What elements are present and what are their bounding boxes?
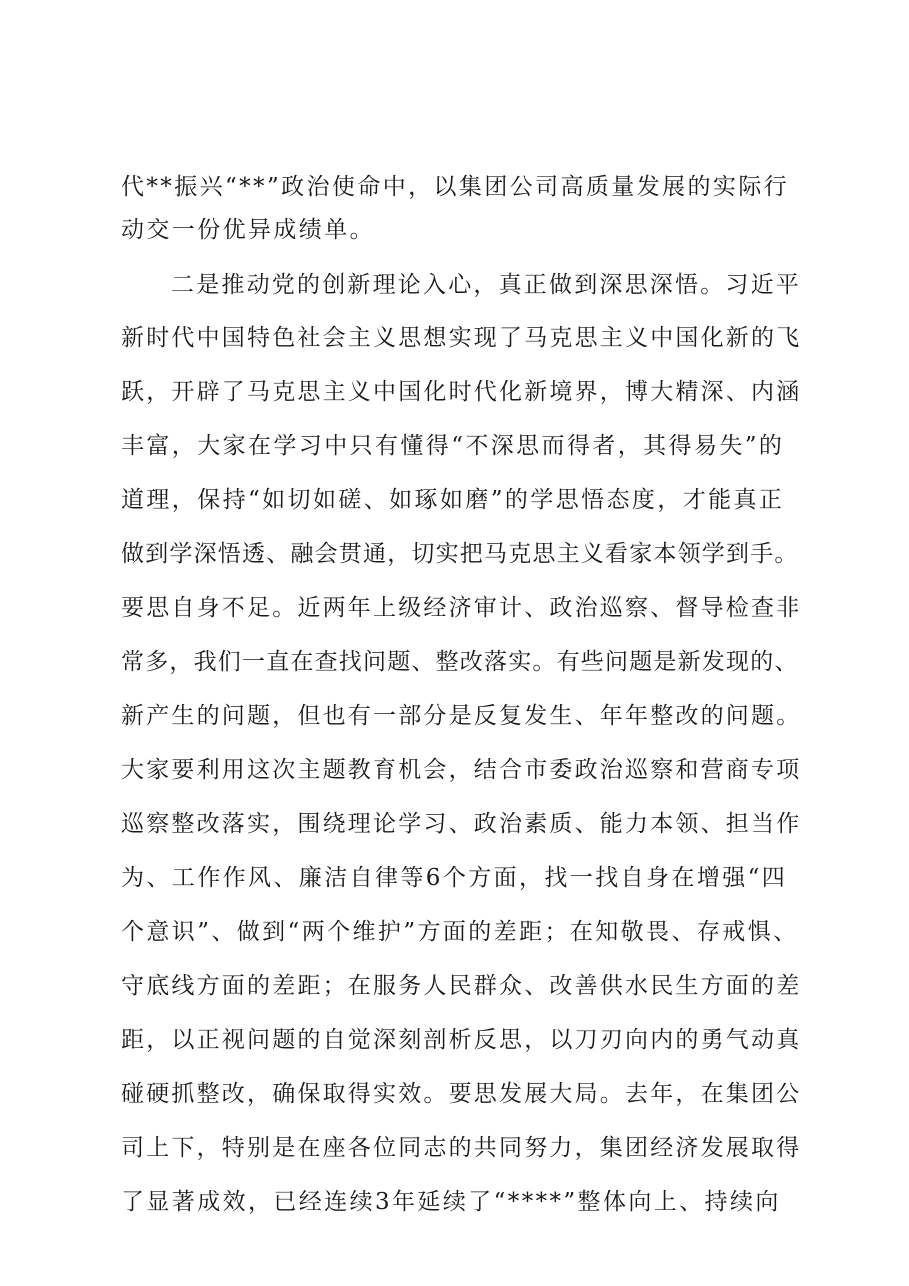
text-line: 守底线方面的差距；在服务人民群众、改善供水民生方面的差 (121, 973, 802, 999)
text-line: 跃，开辟了马克思主义中国化时代化新境界，博大精深、内涵 (121, 379, 802, 405)
text-line: 新时代中国特色社会主义思想实现了马克思主义中国化新的飞 (121, 325, 802, 351)
text-line: 距，以正视问题的自觉深刻剖析反思，以刀刃向内的勇气动真 (121, 1027, 802, 1053)
text-line: 道理，保持“如切如磋、如琢如磨”的学思悟态度，才能真正 (121, 487, 785, 513)
text-line: 新产生的问题，但也有一部分是反复发生、年年整改的问题。 (121, 703, 802, 729)
text-line: 个意识”、做到“两个维护”方面的差距；在知敬畏、存戒惧、 (121, 919, 799, 945)
text-line: 常多，我们一直在查找问题、整改落实。有些问题是新发现的、 (121, 649, 799, 675)
text-line: 代**振兴“**”政治使命中，以集团公司高质量发展的实际行 (121, 174, 790, 200)
text-line: 动交一份优异成绩单。 (121, 217, 375, 243)
text-line: 司上下，特别是在座各位同志的共同努力，集团经济发展取得 (121, 1135, 802, 1161)
text-line: 要思自身不足。近两年上级经济审计、政治巡察、督导检查非 (121, 595, 802, 621)
text-line: 丰富，大家在学习中只有懂得“不深思而得者，其得易失”的 (121, 433, 785, 459)
text-line: 了显著成效，已经连续3年延续了“****”整体向上、持续向 (121, 1189, 781, 1215)
text-line: 碰硬抓整改，确保取得实效。要思发展大局。去年，在集团公 (121, 1081, 802, 1107)
text-line: 大家要利用这次主题教育机会，结合市委政治巡察和营商专项 (121, 757, 802, 783)
text-line: 巡察整改落实，围绕理论学习、政治素质、能力本领、担当作 (121, 811, 802, 837)
paragraph-start-line: 二是推动党的创新理论入心，真正做到深思深悟。习近平 (171, 272, 801, 298)
text-line: 为、工作作风、廉洁自律等6个方面，找一找自身在增强“四 (121, 865, 788, 891)
text-line: 做到学深悟透、融会贯通，切实把马克思主义看家本领学到手。 (121, 541, 799, 567)
